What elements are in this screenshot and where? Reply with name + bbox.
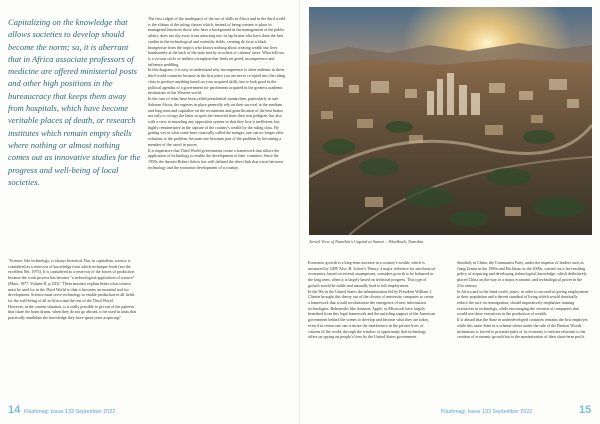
page-number-left: 14 [8,404,21,416]
paragraph: In the 90s in the United States the administration led by President William J. Clinton brought this theory out of the closets of university campuses to create a framework that would revolutionize the emergence of new information technologies. Behemoths like Amazon, Apple, or Microsoft have largely benefited from this legal framework and the unfailing support of the American government behind the scenes to develop and become what they are today, even if in return one can criticize the interference in the private lives of citizens of the world, through the window of opportunity that technology offers on spying on people's lives by the United States government. [308,288,436,340]
quote-column [8,258,139,321]
city-photo [309,7,592,235]
paragraph: In Africa and in the third world, states, in order to succeed in giving employment to their population and a decent standard of living which would drastically reduce the race for immigration, should imperatively emphasize training executives in technology, while encouraging the creation of companies that would use these executives in the production of wealth. [457,288,589,317]
pull-quote: Capitalizing on the knowledge that allows societies to develop should become the norm; so, it is aberrant that in Africa associate professors of medicine are offered ministerial posts and other high positions in the bureaucracy that keeps them away from hospitals, which have become veritable places of death, or research institutes which remain empty shells where nothing or almost nothing comes out as innovative studies for the progress and well-being of local societies. [8,17,141,187]
right-column-one [308,260,436,340]
paragraph: Economic growth is a long-term increase in a country's wealth, which is measured by GDP. Also, R. Solow's Theory, a major reference for neoclassical economics, based on several assumptions, considers growth to be balanced in the long term, when it is largely based on technical progress. This type of growth would be stable and naturally lead to full employment. [308,260,436,288]
aerial-city-image [309,7,592,235]
footer-right: Flashmag: Issue 133 September 2022 [441,409,533,415]
paragraph: "Science, like technology, is always historical. But, in capitalism, science is considered as a reservoir of knowledge from which technique feeds (see the excellent Net, 1973). It is considered as a reservoir of the forces of production because the work process has become "a technological application of science" (Marx, 1977, Volume II, p.230)". These maxims explain better what science must be used for in the Third World so that it becomes an essential tool for development. Science must serve technology to enable production in all fields for the well-being of all in Africa and the rest of the Third World. [8,258,135,304]
paragraph: However, in the current situation, is it really possible to get out of the patterns that cause the brain drains, when they do not go abroad, to be used in tasks that practically annihilate the knowledge they have spent years acquiring? [8,303,137,321]
footer-left: Flashmag: Issue 133 September 2022 [24,409,116,415]
page-number-right: 15 [579,404,592,416]
middle-column [148,16,286,170]
paragraph: The first culprit of the inadequacy of the use of skills in Africa and in the third world is the elitism of the ruling classes which, instead of being content to place in managerial functions those who have a background in the management of the public affairs, does not shy away from attracting into its lap brains who have done the best studies in the technological and scientific fields, creating de facto a black bourgeoisie from the tropics who knows nothing about creating wealth but lives handsomely at the back of the state and by ricochets of citizens' taxes. What follows is a vicious circle of endless corruption that feeds on greed, incompetence and influence peddling. [148,16,286,67]
paragraph: It is absurd that the State in underdeveloped countries remains the first employer, while this same State in a scheme where under the rule of the Bretton Woods institutions is forced to privatize parts of its economy to entities reluctant to the creation of economic growth but to the maximization of their short-term profit. [457,317,589,340]
paragraph: Similarly in China, the Communist Party, under the impetus of leaders such as Jiang Zemin in the 1990s and Hu Jintao in the 2000s, carried out a far-reaching policy of acquiring and developing technological knowledge, which definitively placed China on the way to a major economic and technological power in the 21st century. [457,260,587,288]
photo-caption: Aerial View of Namibia's Capital at Sunset – Windhoek, Namibia [309,239,424,244]
paragraph: In the case of what have been called presidential monarchies, particularly in sub-Saharan Africa, the regimes in place generally rely on their survival in the medium and long term and capitalize on the recruitment and gentrification of the best brains not only to occupy the latter in spots far removed from their true pedigree, but also with a view to muzzling any opposition system so that they lose it inefficient, but highly remunerative in the capture of the country's wealth by the ruling class. By getting wet in what some have comically called the manger, one can no longer offer solutions to the problem, because one becomes part of the problem by becoming a member of the cartel in power. [148,96,284,147]
right-column-two [457,260,589,340]
paragraph: It is imperative that Third World governments create a framework that allows the application of technology to enable the development of their countries. Since the 1950s the theorist Robert Solow has well defined the direct link that exists between technology and the economic development of a country. [148,147,283,170]
paragraph: In this diagram, it is easy to understand why incompetence is often endemic in these third world countries because in the first place you are never co-opted into the ruling class to produce anything based on your acquired skills, but to look good in the political agendas of a government for parchments acquired in the greatest academic institutions of the Western world. [148,67,286,96]
